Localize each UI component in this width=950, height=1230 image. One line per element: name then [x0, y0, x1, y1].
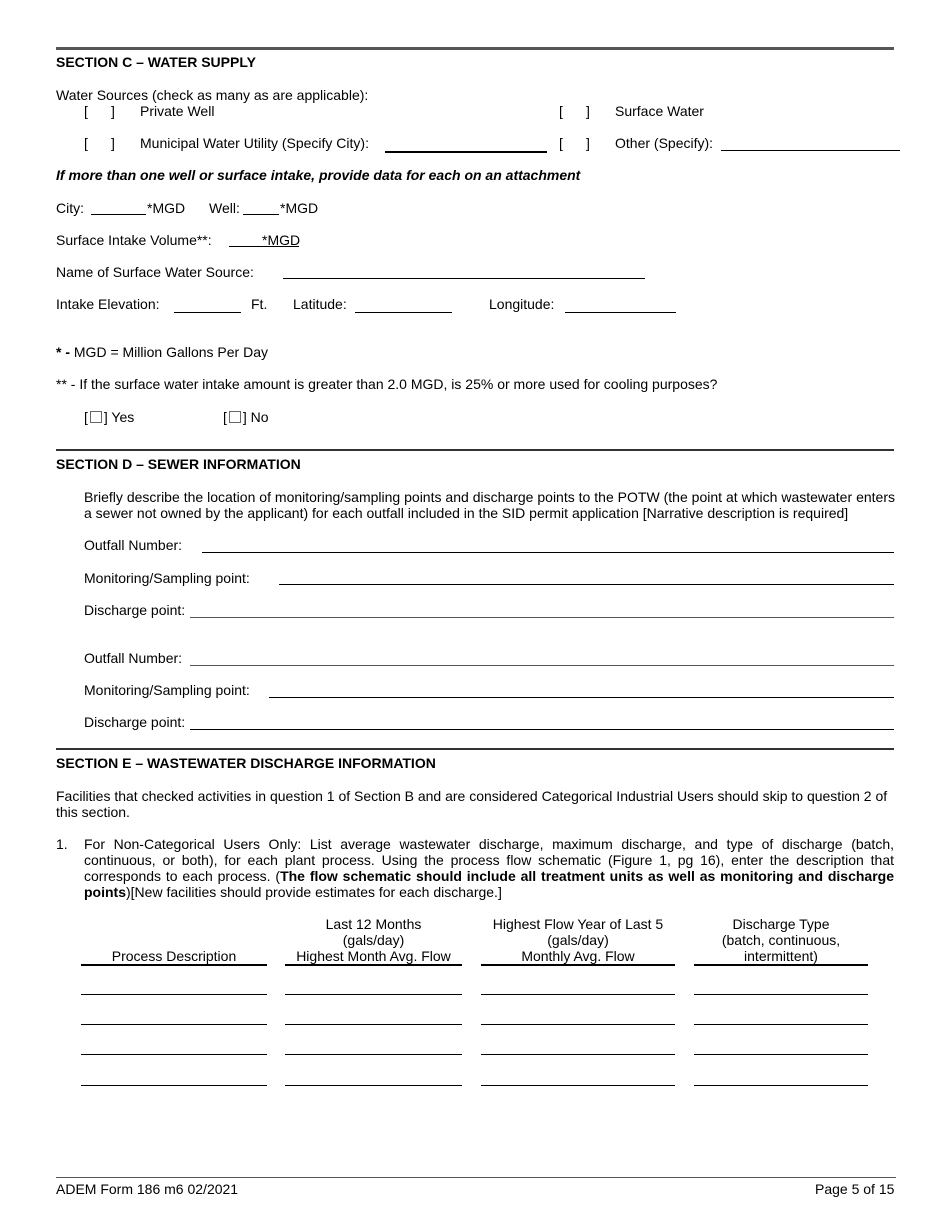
city-mgd-unit: *MGD [147, 200, 186, 216]
ft-unit: Ft. [251, 296, 268, 312]
other-specify-field[interactable] [721, 150, 900, 151]
other-bracket-open[interactable]: [ [559, 135, 563, 151]
table-row-2-highest5[interactable] [481, 1024, 675, 1025]
q1-text [84, 836, 894, 900]
table-row-2-type[interactable] [694, 1024, 868, 1025]
section-e-top-rule [56, 748, 894, 750]
section-c-top-rule [56, 47, 894, 50]
monitoring-point-field-2[interactable] [269, 697, 894, 698]
private-well-bracket-open[interactable]: [ [84, 103, 88, 119]
footer-rule [56, 1177, 896, 1178]
col-header-line2: (gals/day) [547, 932, 609, 948]
col-header-line2: (gals/day) [342, 932, 405, 948]
col-header-line3: intermittent) [744, 948, 818, 964]
yes-label: Yes [111, 409, 135, 425]
yes-bracket-open: [ [84, 409, 88, 425]
surface-intake-label: Surface Intake Volume**: [56, 232, 212, 248]
private-well-label: Private Well [140, 103, 215, 119]
monitoring-point-label-1: Monitoring/Sampling point: [84, 570, 250, 586]
outfall-number-label-1: Outfall Number: [84, 537, 183, 553]
col-header-underline [481, 964, 675, 966]
no-checkbox[interactable] [229, 411, 241, 423]
other-bracket-close[interactable]: ] [586, 135, 590, 151]
surface-source-label: Name of Surface Water Source: [56, 264, 254, 280]
section-c-heading: SECTION C – WATER SUPPLY [56, 54, 256, 70]
monitoring-point-field-1[interactable] [279, 584, 894, 585]
water-sources-label: Water Sources (check as many as are applicable): [56, 87, 369, 103]
surface-water-label: Surface Water [615, 103, 704, 119]
section-d-description: Briefly describe the location of monitoring/sampling points and discharge points to the POTW (the point at which wastewater enters a sewer not owned by the applicant) for each outfall included in the SID permit application [Narrative description is required] [84, 489, 895, 521]
surface-water-bracket-close[interactable]: ] [586, 103, 590, 119]
col-discharge-type-header [694, 916, 868, 964]
table-row-3-last12[interactable] [285, 1054, 462, 1055]
table-row-3-type[interactable] [694, 1054, 868, 1055]
other-label: Other (Specify): [615, 135, 714, 151]
surface-water-bracket-open[interactable]: [ [559, 103, 563, 119]
no-label: No [250, 409, 269, 425]
col-header-line2 [81, 932, 267, 948]
table-row-3-process[interactable] [81, 1054, 267, 1055]
municipal-label: Municipal Water Utility (Specify City): [140, 135, 369, 151]
col-process-description-header [81, 916, 267, 964]
no-bracket-close: ] [242, 409, 247, 425]
well-label: Well: [209, 200, 240, 216]
table-row-4-type[interactable] [694, 1085, 868, 1086]
table-row-2-process[interactable] [81, 1024, 267, 1025]
table-row-4-last12[interactable] [285, 1085, 462, 1086]
yes-option[interactable] [84, 409, 134, 425]
table-row-4-highest5[interactable] [481, 1085, 675, 1086]
city-mgd-field[interactable] [91, 214, 146, 215]
private-well-bracket-close[interactable]: ] [111, 103, 115, 119]
intake-elevation-field[interactable] [174, 312, 241, 313]
yes-bracket-close: ] [103, 409, 108, 425]
table-row-1-highest5[interactable] [481, 994, 675, 995]
col-header-line2: (batch, continuous, [721, 932, 841, 948]
city-label: City: [56, 200, 84, 216]
col-header-line1: Highest Flow Year of Last 5 [492, 916, 664, 932]
surface-source-field[interactable] [283, 278, 645, 279]
col-header-line1 [81, 916, 267, 932]
col-header-underline [81, 964, 267, 966]
col-header-underline [694, 964, 868, 966]
col-last-12-months-header [285, 916, 462, 964]
col-header-line3: Monthly Avg. Flow [521, 948, 635, 964]
table-row-1-type[interactable] [694, 994, 868, 995]
q1-text-a: For Non-Categorical Users Only: List average wastewater discharge, maximum discharge, and type of discharge (batch, continuous, or both), for each plant process. Using the process flow schematic (Figure 1, pg 16), enter the description that corresponds to each process. ( [84, 836, 894, 884]
outfall-number-field-2[interactable] [190, 665, 894, 666]
discharge-point-label-2: Discharge point: [84, 714, 186, 730]
section-d-top-rule [56, 449, 894, 451]
col-header-line3: Process Description [111, 948, 237, 964]
municipal-bracket-close[interactable]: ] [111, 135, 115, 151]
longitude-label: Longitude: [489, 296, 555, 312]
col-header-line1: Last 12 Months [325, 916, 422, 932]
discharge-point-field-1[interactable] [190, 617, 894, 618]
table-row-1-last12[interactable] [285, 994, 462, 995]
outfall-number-label-2: Outfall Number: [84, 650, 183, 666]
footer-page-number: Page 5 of 15 [815, 1181, 895, 1197]
intake-elevation-label: Intake Elevation: [56, 296, 160, 312]
multi-intake-note: If more than one well or surface intake, provide data for each on an attachment [56, 167, 581, 183]
table-row-2-last12[interactable] [285, 1024, 462, 1025]
section-e-intro: Facilities that checked activities in question 1 of Section B and are considered Categorical Industrial Users should skip to question 2 of this section. [56, 788, 888, 820]
q1-text-c: )[New facilities should provide estimates for each discharge.] [126, 884, 502, 900]
col-header-underline [285, 964, 462, 966]
col-highest-flow-year-header [481, 916, 675, 964]
municipal-city-field[interactable] [385, 151, 547, 153]
no-option[interactable] [223, 409, 269, 425]
discharge-point-label-1: Discharge point: [84, 602, 186, 618]
footnote-cooling: ** - If the surface water intake amount is greater than 2.0 MGD, is 25% or more used for cooling purposes? [56, 376, 718, 392]
outfall-number-field-1[interactable] [202, 552, 894, 553]
footer-form-id: ADEM Form 186 m6 02/2021 [56, 1181, 239, 1197]
footnote-mgd-mark: * - [56, 344, 70, 360]
col-header-line1: Discharge Type [732, 916, 830, 932]
section-e-heading: SECTION E – WASTEWATER DISCHARGE INFORMATION [56, 755, 436, 771]
well-mgd-unit: *MGD [280, 200, 319, 216]
discharge-point-field-2[interactable] [190, 729, 894, 730]
q1-number: 1. [56, 836, 68, 852]
table-row-3-highest5[interactable] [481, 1054, 675, 1055]
surface-intake-unit: *MGD [262, 232, 301, 248]
col-header-line3: Highest Month Avg. Flow [296, 948, 451, 964]
longitude-field[interactable] [565, 312, 676, 313]
yes-checkbox[interactable] [90, 411, 102, 423]
latitude-field[interactable] [355, 312, 452, 313]
footnote-mgd [56, 344, 268, 360]
table-row-1-process[interactable] [81, 994, 267, 995]
section-d-heading: SECTION D – SEWER INFORMATION [56, 456, 301, 472]
q1-text-bold: The flow schematic should include all treatment units as well as monitoring and discharge points [84, 868, 894, 900]
monitoring-point-label-2: Monitoring/Sampling point: [84, 682, 250, 698]
no-bracket-open: [ [223, 409, 227, 425]
footnote-mgd-text: MGD = Million Gallons Per Day [73, 344, 269, 360]
well-mgd-field[interactable] [243, 214, 279, 215]
municipal-bracket-open[interactable]: [ [84, 135, 88, 151]
latitude-label: Latitude: [293, 296, 347, 312]
table-row-4-process[interactable] [81, 1085, 267, 1086]
